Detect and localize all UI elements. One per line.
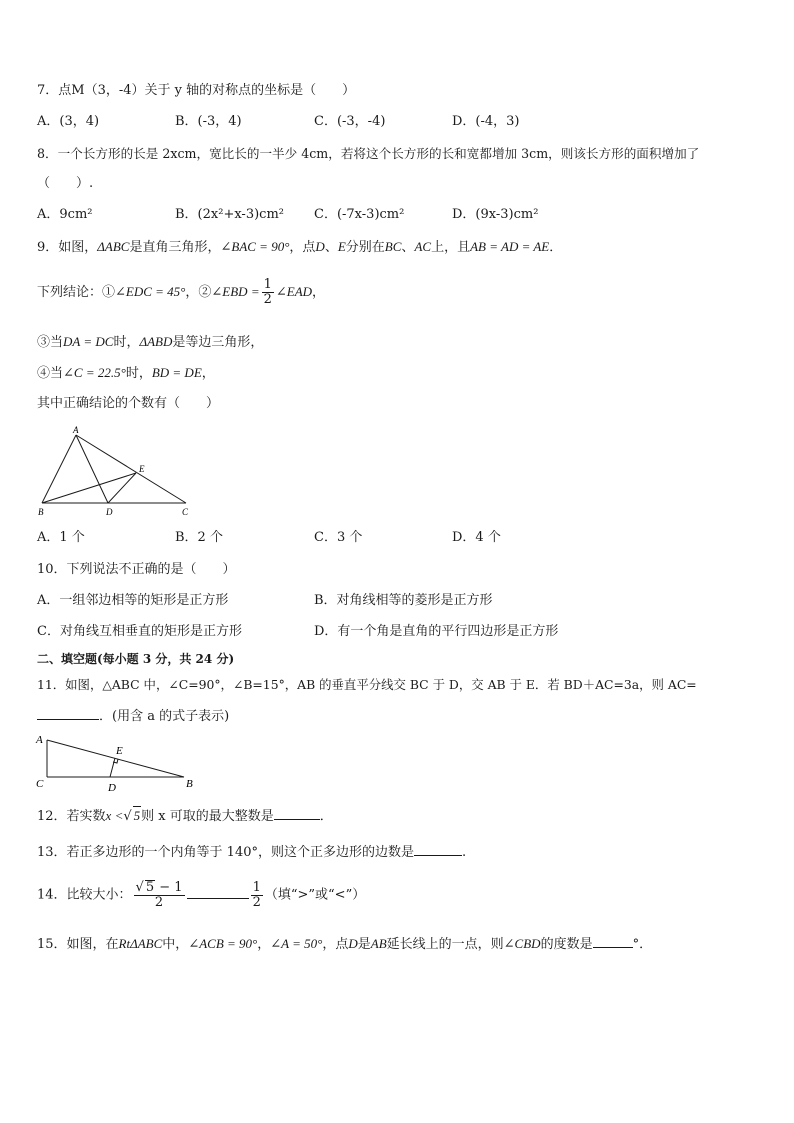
fraction-numerator — [134, 880, 185, 896]
numerator-rest: − 1 — [155, 880, 183, 895]
q15-text: 延长线上的一点，则 — [386, 937, 504, 952]
q9-conclusion-text: ③当 — [37, 335, 64, 350]
q15-triangle: RtΔABC — [118, 936, 163, 951]
q12-text: 则 x 可取的最大整数是 — [141, 809, 274, 824]
q9-conclusion-text: 时， — [113, 335, 140, 350]
q9-fraction-half — [262, 278, 274, 307]
q14-text: 14．比较大小： — [37, 887, 132, 903]
q12-stem — [37, 806, 333, 826]
q8-option-c: C．(-7x-3)cm² — [314, 207, 405, 222]
q9-conclusion-1-2 — [37, 278, 325, 307]
q9-bd-de: BD = DE — [151, 365, 202, 380]
q11-stem-cont — [37, 707, 229, 726]
q15-text: 是 — [357, 937, 371, 952]
q9-conclusion-text: 时， — [125, 366, 152, 381]
q15-segment-ab: AB — [370, 936, 387, 951]
q8-option-a: A．9cm² — [37, 207, 93, 222]
q9-angle-edc: ∠EDC = 45° — [115, 284, 186, 299]
label-d: D — [106, 507, 113, 517]
q11-stem-cont-text: ．(用含 a 的式子表示) — [99, 709, 230, 724]
radicand: 5 — [145, 880, 155, 895]
q15-angle-a: ∠A = 50° — [270, 936, 323, 951]
q9-segment-ac: AC — [414, 239, 432, 254]
q9-point-d: D — [315, 239, 325, 254]
q9-segment-bc: BC — [384, 239, 402, 254]
q15-text: 15．如图，在 — [37, 937, 119, 952]
sqrt-symbol: √ — [135, 880, 144, 895]
q9-conclusion-text: 是等边三角形， — [172, 335, 264, 350]
q9-stem-text: ． — [549, 240, 563, 255]
label-c: C — [182, 507, 189, 517]
q14-fraction-right — [251, 881, 263, 910]
fraction-denominator: 2 — [154, 895, 164, 910]
q14-stem — [37, 880, 365, 911]
q10-option-b: B．对角线相等的菱形是正方形 — [314, 593, 493, 608]
q15-text: ，点 — [322, 937, 349, 952]
label-a: A — [36, 734, 43, 746]
q15-point-d: D — [348, 936, 358, 951]
q14-fraction-left — [134, 880, 185, 910]
q9-conclusion-text: ， — [312, 285, 326, 300]
q8-stem: 8．一个长方形的长是 2xcm，宽比长的一半少 4cm，若将这个长方形的长和宽都增加 3cm，则该长方形的面积增加了 — [37, 146, 700, 161]
q15-angle-cbd: ∠CBD — [503, 936, 541, 951]
q11-answer-blank[interactable] — [37, 707, 99, 720]
q9-angle-ead: ∠EAD — [275, 284, 313, 299]
label-b: B — [38, 507, 44, 517]
q7-option-c: C．(-3，-4) — [314, 114, 386, 129]
q15-text: 的度数是 — [540, 937, 593, 952]
q9-option-a: A．1 个 — [37, 530, 85, 545]
q10-option-d: D．有一个角是直角的平行四边形是正方形 — [314, 624, 559, 639]
q9-stem — [37, 238, 562, 257]
q9-angle-bac: ∠BAC = 90° — [220, 239, 290, 254]
fraction-denominator: 2 — [263, 292, 272, 307]
q9-stem-text: 9．如图， — [37, 240, 98, 255]
section-fill-in-blank-title: 二、填空题(每小题 3 分，共 24 分) — [37, 652, 235, 666]
q15-text: 中， — [162, 937, 189, 952]
label-c: C — [36, 778, 44, 790]
q9-option-b: B．2 个 — [175, 530, 223, 545]
q9-stem-text: 上，且 — [431, 240, 471, 255]
fraction-numerator: 1 — [263, 277, 272, 292]
q8-stem-cont: （ ）. — [37, 176, 94, 191]
q9-stem-text: ，点 — [289, 240, 316, 255]
q9-angle-c: ∠C = 22.5° — [63, 365, 126, 380]
q9-equal-segments: AB = AD = AE — [470, 239, 550, 254]
q9-conclusion-text: ， — [201, 366, 215, 381]
q9-option-d: D．4 个 — [452, 530, 501, 545]
q9-conclusion-4 — [37, 364, 215, 383]
q12-answer-blank[interactable] — [274, 807, 320, 820]
q9-stem-text: 分别在 — [345, 240, 385, 255]
q9-stem-text: 是直角三角形， — [129, 240, 221, 255]
q9-angle-ebd: ∠EBD = — [211, 284, 260, 299]
label-e: E — [139, 464, 145, 474]
q9-triangle-abc: ΔABC — [97, 239, 130, 254]
q9-stem-text: 、 — [401, 240, 415, 255]
q9-triangle-abd: ΔABD — [139, 334, 173, 349]
q12-text: ． — [319, 809, 333, 824]
q15-stem — [37, 935, 652, 954]
q11-stem: 11．如图，△ABC 中，∠C=90°，∠B=15°，AB 的垂直平分线交 BC 于 D，交 AB 于 E．若 BD＋AC=3a，则 AC= — [37, 677, 697, 692]
q13-text: . — [462, 845, 467, 860]
q9-point-e: E — [337, 239, 346, 254]
q9-conclusion-text: 下列结论：① — [37, 285, 116, 300]
segment-ed — [110, 758, 115, 777]
q9-conclusion-text: ④当 — [37, 366, 64, 381]
q9-conclusion-text: ，② — [185, 285, 212, 300]
sqrt-symbol: √ — [123, 809, 132, 824]
q14-text: （填“>”或“<”） — [264, 887, 366, 903]
q14-answer-blank[interactable] — [187, 886, 249, 899]
q7-option-a: A．(3，4) — [37, 114, 100, 129]
label-b: B — [186, 778, 193, 790]
q9-conclusion-3 — [37, 333, 263, 352]
segment-ab — [42, 435, 76, 503]
fraction-denominator: 2 — [252, 894, 261, 910]
q9-stem-text: 、 — [324, 240, 338, 255]
q15-angle-acb: ∠ACB = 90° — [188, 936, 258, 951]
q10-option-a: A．一组邻边相等的矩形是正方形 — [37, 593, 229, 608]
q8-option-b: B．(2x²+x-3)cm² — [175, 207, 284, 222]
q12-text: 12．若实数 — [37, 809, 106, 824]
q10-stem: 10．下列说法不正确的是（ ） — [37, 562, 236, 577]
label-a: A — [73, 425, 79, 435]
q13-answer-blank[interactable] — [414, 843, 462, 856]
q15-answer-blank[interactable] — [593, 935, 633, 948]
q7-option-b: B．(-3，4) — [175, 114, 242, 129]
q9-option-c: C．3 个 — [314, 530, 363, 545]
q12-radicand: 5 — [133, 808, 141, 823]
q11-triangle-figure — [30, 730, 210, 795]
q9-ask: 其中正确结论的个数有（ ） — [37, 396, 220, 411]
q9-triangle-figure — [30, 422, 200, 522]
q10-option-c: C．对角线互相垂直的矩形是正方形 — [37, 624, 242, 639]
fraction-numerator: 1 — [252, 879, 261, 895]
q9-da-dc: DA = DC — [63, 334, 114, 349]
label-d: D — [108, 782, 116, 794]
q15-text: ， — [257, 937, 271, 952]
q15-text: °． — [632, 937, 653, 952]
label-e: E — [116, 745, 123, 757]
q7-stem: 7．点M（3，-4）关于 y 轴的对称点的坐标是（ ） — [37, 83, 356, 98]
q13-text: 13．若正多边形的一个内角等于 140°，则这个正多边形的边数是 — [37, 845, 414, 860]
q13-stem — [37, 843, 466, 862]
q8-option-d: D．(9x-3)cm² — [452, 207, 539, 222]
q7-option-d: D．(-4，3) — [452, 114, 520, 129]
q12-inequality: x < — [105, 808, 124, 823]
